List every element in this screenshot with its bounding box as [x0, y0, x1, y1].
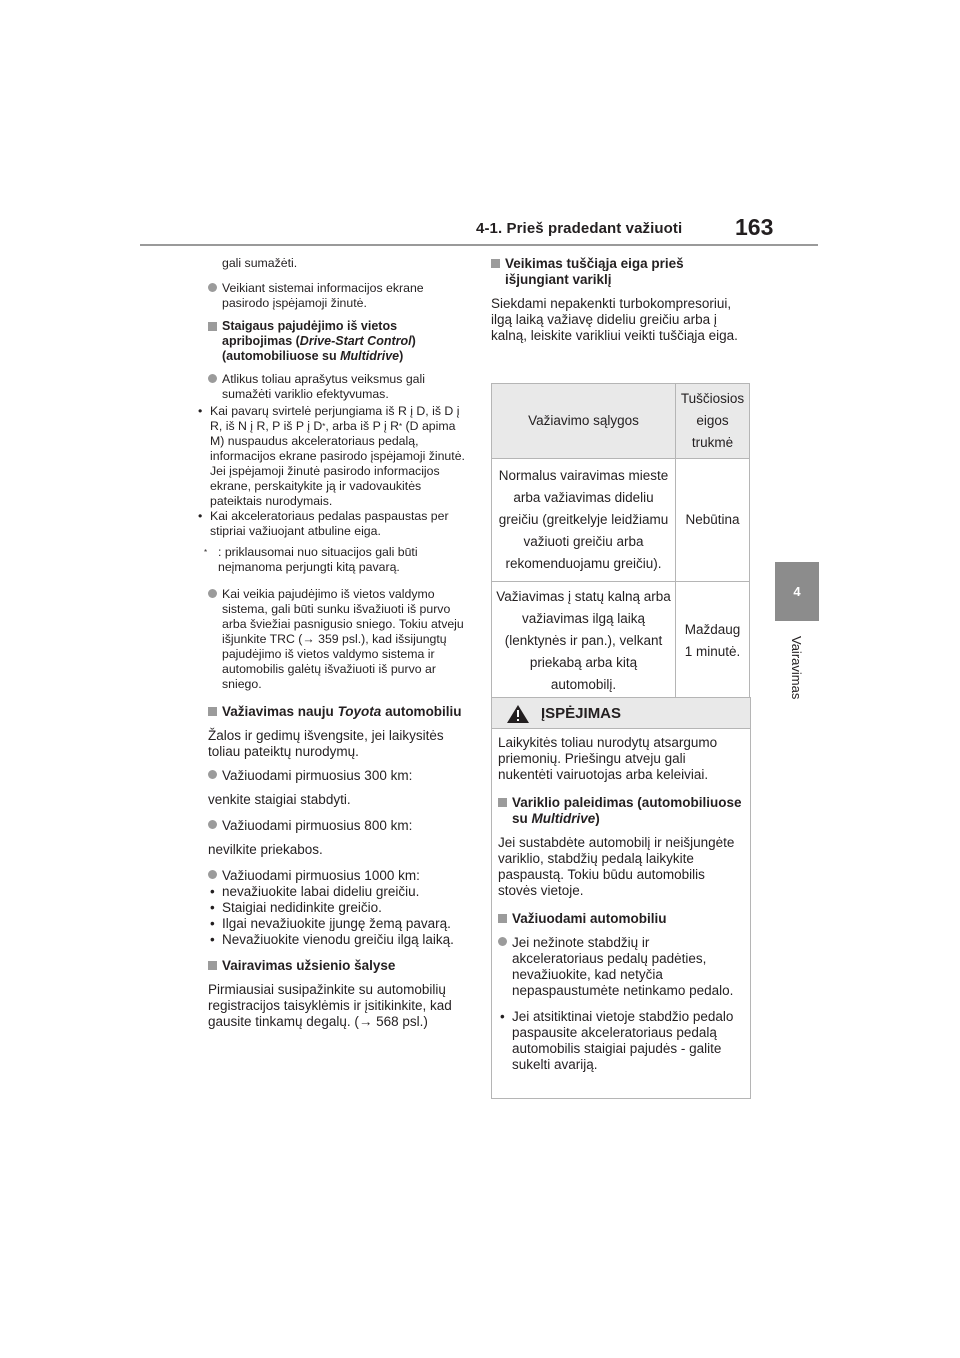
square-bullet-icon	[498, 798, 507, 807]
square-bullet-icon	[208, 707, 217, 716]
square-bullet-icon	[208, 961, 217, 970]
paragraph: Siekdami nepakenkti turbokompresoriui, ilgą laiką važiavę dideliu greičiu arba į kalną, leiskite varikliui veikti tuščiąja eiga.	[491, 296, 738, 343]
footnote: * : priklausomai nuo situacijos gali būti neįmanoma perjungti kitą pavarą.	[204, 545, 418, 574]
paragraph: venkite staigiai stabdyti.	[208, 792, 351, 807]
section-heading: Važiavimas nauju Toyota automobiliu	[208, 704, 470, 720]
chapter-label: Vairavimas	[789, 636, 804, 700]
section-heading: Variklio paleidimas (automobiliuose su Multidrive)	[498, 795, 744, 827]
paragraph: Laikykitės toliau nurodytų atsargumo priemonių. Priešingu atveju gali nukentėti vairuotojas arba keleiviai.	[498, 735, 718, 782]
table-cell: Važiavimas į statų kalną arba važiavimas ilgą laiką (lenktynės ir pan.), velkant priekabą arba kitą automobilį.	[492, 582, 676, 701]
sub-item: • nevažiuokite labai dideliu greičiu.	[210, 884, 420, 899]
bullet-icon	[208, 374, 217, 383]
table-cell: Normalus vairavimas mieste arba važiavimas dideliu greičiu (greitkelyje leidžiamu važiuoti greičiu arba rekomenduojamu greičiu).	[492, 459, 676, 582]
paragraph: Jei sustabdėte automobilį ir neišjungėte variklio, stabdžių pedalą laikykite paspaustą. Tokiu būdu automobilis stovės vietoje.	[498, 835, 735, 898]
table-row	[492, 582, 750, 701]
square-bullet-icon	[498, 914, 507, 923]
sub-item: • Ilgai nevažiuokite įjungę žemą pavarą.	[210, 916, 451, 931]
square-bullet-icon	[491, 259, 500, 268]
paragraph: Žalos ir gedimų išvengsite, jei laikysitės toliau pateiktų nurodymų.	[208, 728, 444, 759]
sub-item: • Jei atsitiktinai vietoje stabdžio pedalo paspausite akceleratoriaus pedalą automobilis staigiai pajudės - galite sukelti avariją.	[500, 1009, 734, 1072]
table-header: Važiavimo sąlygos	[492, 384, 676, 459]
page-number: 163	[735, 214, 774, 240]
warning-body	[492, 729, 750, 1073]
right-column	[491, 256, 751, 344]
section-title: 4-1. Prieš pradedant važiuoti	[476, 220, 683, 237]
section-heading: Vairavimas užsienio šalyse	[208, 958, 470, 974]
continued-text: gali sumažėti.	[222, 256, 298, 270]
warning-triangle-icon	[506, 704, 530, 724]
list-item: Veikiant sistemai informacijos ekrane pasirodo įspėjamoji žinutė.	[208, 281, 470, 311]
sub-item: • Nevažiuokite vienodu greičiu ilgą laiką.	[210, 932, 454, 947]
warning-box	[491, 697, 751, 1099]
paragraph: nevilkite priekabos.	[208, 842, 323, 857]
bullet-icon	[208, 770, 217, 779]
bullet-icon	[498, 937, 507, 946]
chapter-tab: 4	[775, 562, 819, 621]
left-column	[198, 256, 470, 1030]
list-item: Važiuodami pirmuosius 1000 km:	[208, 868, 470, 884]
table-cell: Maždaug 1 minutė.	[676, 582, 750, 701]
sub-item: • Kai akceleratoriaus pedalas paspaustas per stipriai važiuojant atbuline eiga.	[198, 509, 449, 538]
warning-title: ĮSPĖJIMAS	[541, 705, 622, 722]
list-item: Važiuodami pirmuosius 300 km:	[208, 768, 470, 784]
table-header-row	[492, 384, 750, 459]
list-item: Kai veikia pajudėjimo iš vietos valdymo sistema, gali būti sunku išvažiuoti iš purvo arba šviežiai pasnigusio sniego. Tokiu atveju išjunkite TRC (→ 359 psl.), kad išsijungtų pajudėjimo iš vietos valdymo sistema ir automobilis galėtų išvažiuoti iš purvo ar sniego.	[208, 587, 470, 692]
list-item: Atlikus toliau aprašytus veiksmus gali sumažėti variklio efektyvumas.	[208, 372, 470, 402]
bullet-icon	[208, 870, 217, 879]
square-bullet-icon	[208, 322, 217, 331]
list-item: Važiuodami pirmuosius 800 km:	[208, 818, 470, 834]
paragraph: Pirmiausiai susipažinkite su automobilių registracijos taisyklėmis ir įsitikinkite, kad gausite tinkamų degalų. (→ 568 psl.)	[208, 982, 452, 1029]
table-row	[492, 459, 750, 582]
sub-item: • Kai pavarų svirtelė perjungiama iš R į D, iš D į R, iš N į R, P iš P į D*, arba iš P į R* (D apima M) nuspaudus akceleratoriaus pedalą, informacijos ekrane pasirodo įspėjamoji žinutė. Jei įspėjamoji žinutė pasirodo informacijos ekrane, perskaitykite ją ir vadovaukitės pateiktais nurodymais.	[198, 404, 465, 508]
section-heading: Veikimas tuščiąja eiga prieš išjungiant variklį	[491, 256, 751, 288]
table-cell: Nebūtina	[676, 459, 750, 582]
section-heading: Važiuodami automobiliu	[498, 911, 744, 927]
warning-header	[492, 698, 750, 729]
list-item: Jei nežinote stabdžių ir akceleratoriaus pedalų padėties, nevažiuokite, kad netyčia nepaspaustumėte netinkamo pedalo.	[498, 935, 744, 999]
header-rule	[140, 244, 818, 246]
bullet-icon	[208, 283, 217, 292]
bullet-icon	[208, 589, 217, 598]
section-heading: Staigaus pajudėjimo iš vietos apribojimas (Drive-Start Control) (automobiliuose su Multidrive)	[208, 319, 470, 364]
idle-time-table	[491, 383, 750, 701]
bullet-icon	[208, 820, 217, 829]
table-header: Tuščiosios eigos trukmė	[676, 384, 750, 459]
sub-item: • Staigiai nedidinkite greičio.	[210, 900, 382, 915]
